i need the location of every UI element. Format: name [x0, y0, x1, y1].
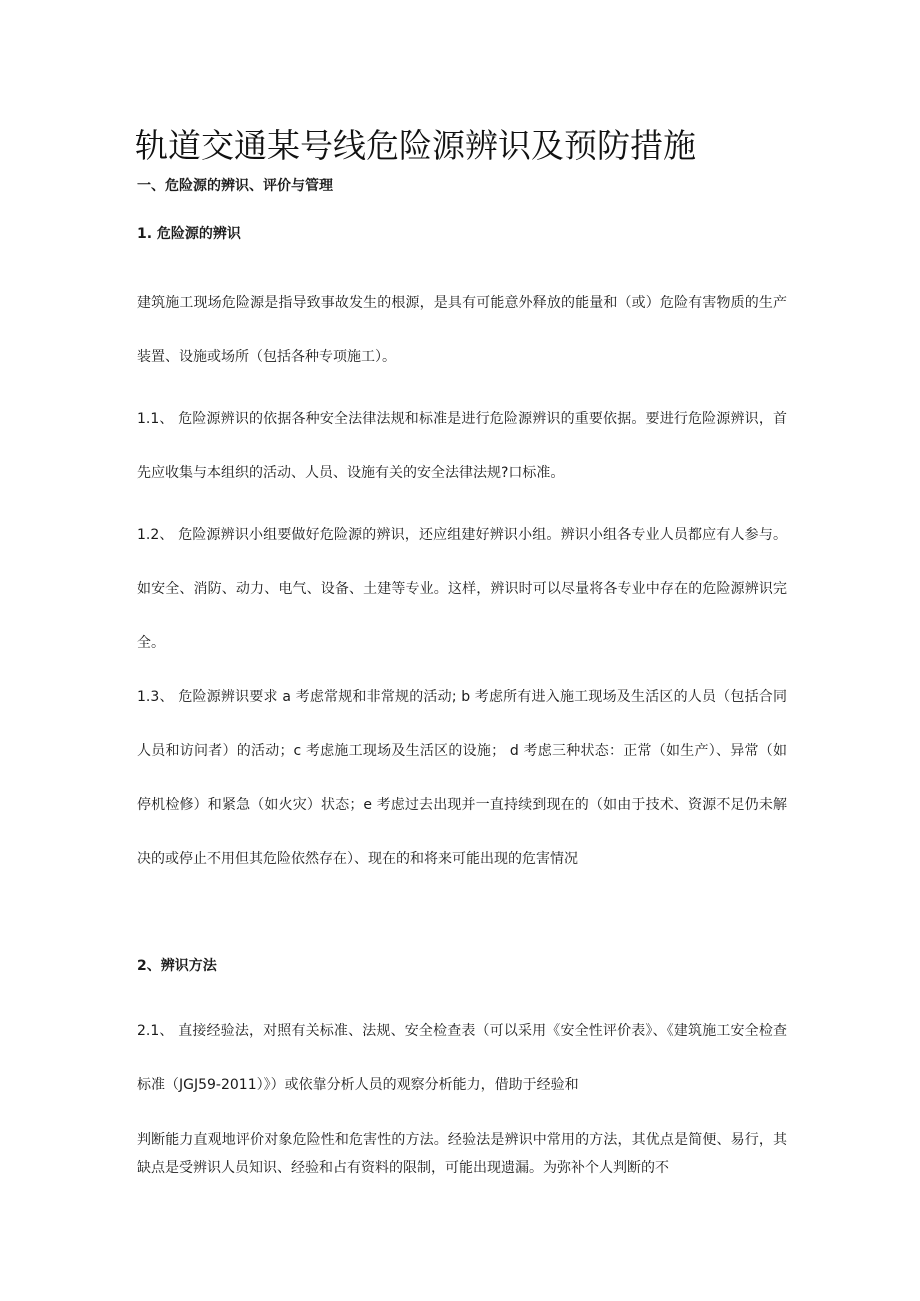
paragraph-definition: 建筑施工现场危险源是指导致事故发生的根源，是具有可能意外释放的能量和（或）危险有害物质的生产装置、设施或场所（包括各种专项施工）。 [137, 295, 787, 365]
paragraph-1-2: 1.2、 危险源辨识小组要做好危险源的辨识，还应组建好辨识小组。辨识小组各专业人员都应有人参与。如安全、消防、动力、电气、设备、土建等专业。这样，辨识时可以尽量将各专业中存在的危险源辨识完全。 [137, 527, 787, 651]
paragraph-1-1: 1.1、 危险源辨识的依据各种安全法律法规和标准是进行危险源辨识的重要依据。要进行危险源辨识，首先应收集与本组织的活动、人员、设施有关的安全法律法规?口标准。 [137, 411, 787, 481]
paragraph-2-1: 2.1、 直接经验法，对照有关标准、法规、安全检查表（可以采用《安全性评价表》、《建筑施工安全检查标准（JGJ59-2011）》）或依靠分析人员的观察分析能力，借助于经验和 [137, 1023, 787, 1093]
paragraph-2-1-continued: 判断能力直观地评价对象危险性和危害性的方法。经验法是辨识中常用的方法，其优点是简便、易行，其缺点是受辨识人员知识、经验和占有资料的限制，可能出现遗漏。为弥补个人判断的不 [137, 1132, 787, 1176]
subsection-heading-1-1: 1. 危险源的辨识 [137, 226, 241, 242]
document-title: 轨道交通某号线危险源辨识及预防措施 [135, 126, 696, 165]
section-heading-2: 2、辨识方法 [137, 958, 217, 974]
paragraph-1-3: 1.3、 危险源辨识要求 a 考虑常规和非常规的活动; b 考虑所有进入施工现场及生活区的人员（包括合同人员和访问者）的活动；c 考虑施工现场及生活区的设施； d 考虑三种状态：正常（如生产）、异常（如停机检修）和紧急（如火灾）状态；e 考虑过去出现并一直持续到现在的（如由于技术、资源不足仍未解决的或停止不用但其危险依然存在）、现在的和将来可能出现的危害情况 [137, 689, 787, 867]
section-heading-1: 一、危险源的辨识、评价与管理 [137, 178, 333, 194]
